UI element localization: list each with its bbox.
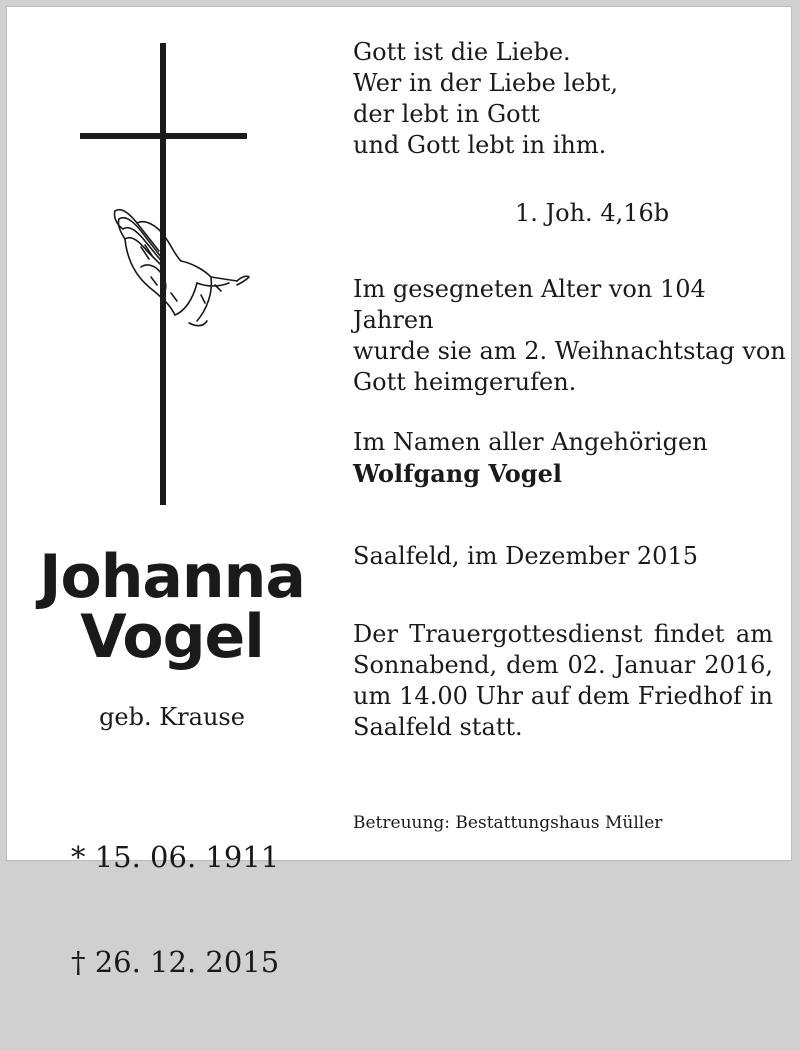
service-line: um 14.00 Uhr auf dem Friedhof in bbox=[353, 682, 773, 710]
deceased-first-name: Johanna bbox=[39, 542, 305, 612]
service-info bbox=[353, 619, 773, 743]
verse-line: und Gott lebt in ihm. bbox=[353, 131, 607, 159]
age-text bbox=[353, 274, 791, 398]
place-date: Saalfeld, im Dezember 2015 bbox=[353, 542, 698, 570]
service-line: Der Trauergottesdienst findet am bbox=[353, 620, 773, 648]
deceased-last-name: Vogel bbox=[80, 602, 264, 672]
death-date: † 26. 12. 2015 bbox=[71, 945, 280, 979]
service-line: Saalfeld statt. bbox=[353, 713, 523, 741]
verse-line: der lebt in Gott bbox=[353, 100, 540, 128]
age-line: Gott heimgerufen. bbox=[353, 368, 577, 396]
age-line: wurde sie am 2. Weihnachtstag von bbox=[353, 337, 786, 365]
birth-date: * 15. 06. 1911 bbox=[71, 840, 280, 874]
obituary-card bbox=[6, 6, 792, 979]
life-dates bbox=[71, 770, 279, 1050]
verse-line: Wer in der Liebe lebt, bbox=[353, 69, 618, 97]
verse-line: Gott ist die Liebe. bbox=[353, 38, 571, 66]
family-signer: Wolfgang Vogel bbox=[353, 459, 562, 488]
service-line: Sonnabend, dem 02. Januar 2016, bbox=[353, 651, 773, 679]
family-intro: Im Namen aller Angehörigen bbox=[353, 428, 708, 456]
cross-bar bbox=[80, 133, 247, 139]
birth-name: geb. Krause bbox=[99, 703, 245, 731]
age-line: Im gesegneten Alter von 104 Jahren bbox=[353, 275, 706, 334]
family-block bbox=[353, 427, 708, 489]
praying-hands-icon bbox=[111, 203, 251, 335]
bible-verse bbox=[353, 37, 618, 161]
verse-reference: 1. Joh. 4,16b bbox=[515, 199, 670, 227]
funeral-home-credit: Betreuung: Bestattungshaus Müller bbox=[353, 813, 663, 833]
